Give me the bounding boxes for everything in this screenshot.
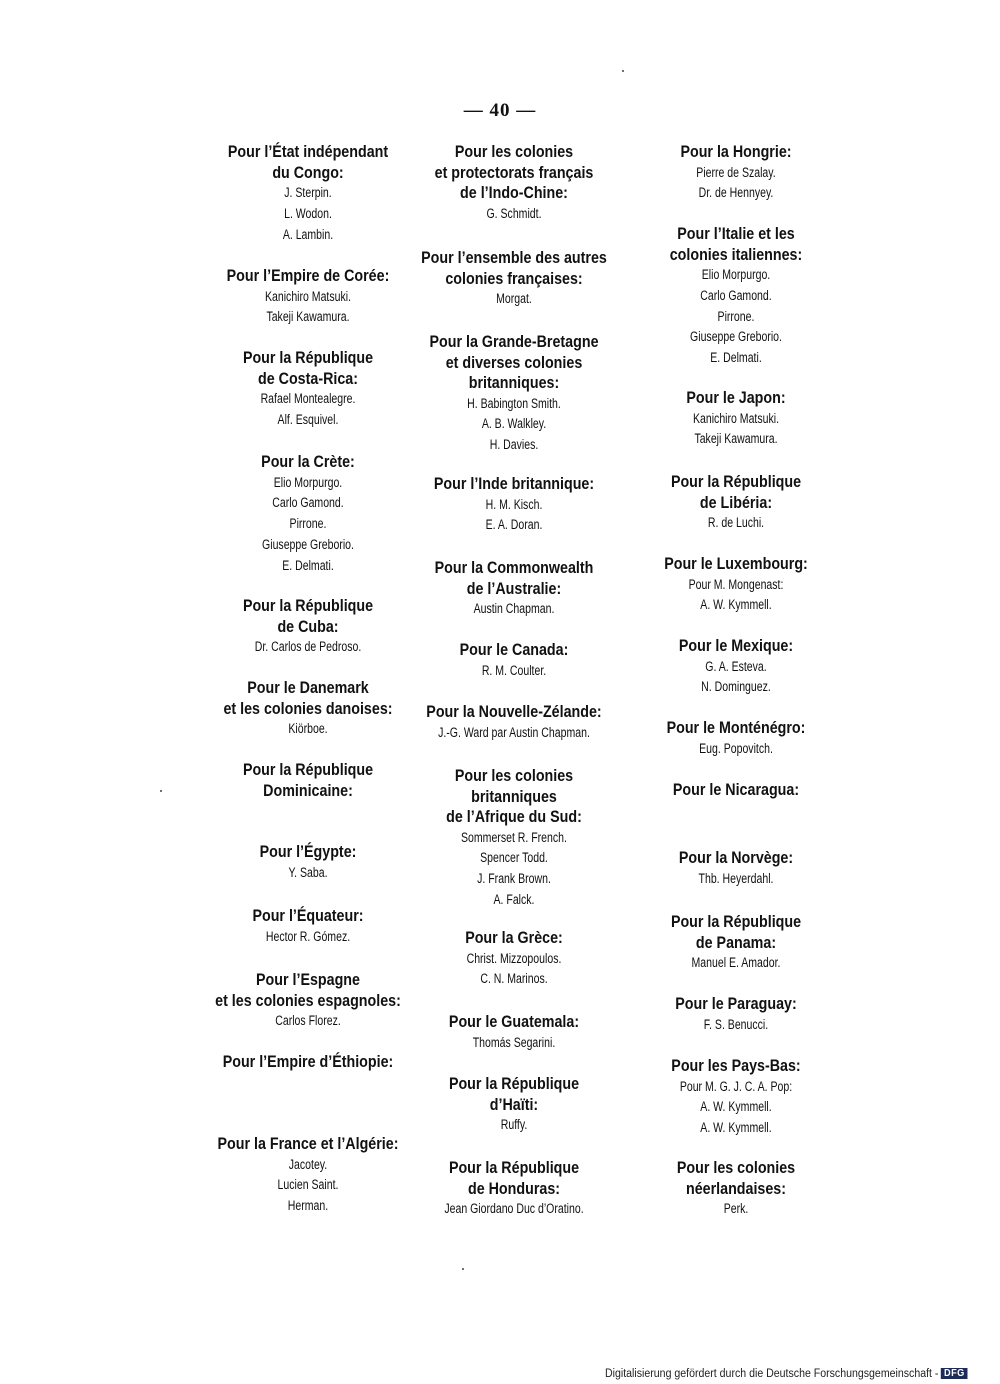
- signer-list: [424, 394, 605, 456]
- signer-name: A. Falck.: [493, 891, 535, 907]
- signer-name: Takeji Kawamura.: [694, 431, 778, 447]
- signer-list: [214, 719, 401, 740]
- signatory-entry: [188, 1052, 428, 1073]
- signatory-entry: [636, 780, 836, 801]
- country-heading: [417, 332, 612, 394]
- heading-line: Pour les colonies: [454, 142, 574, 161]
- signer-name: J.-G. Ward par Austin Chapman.: [438, 724, 590, 740]
- heading-line: de Panama:: [695, 932, 777, 952]
- heading-line: britanniques: [471, 786, 557, 806]
- country-heading: [417, 928, 612, 949]
- signatory-entry: [398, 640, 630, 681]
- heading-line: Pour les colonies: [676, 1158, 796, 1177]
- heading-line: de Costa-Rica:: [258, 368, 358, 388]
- signer-name: Giuseppe Greborio.: [690, 329, 782, 345]
- heading-line: Pour la République: [242, 596, 374, 615]
- signer-list: [424, 661, 605, 682]
- signer-name: Carlo Gamond.: [700, 287, 772, 303]
- signer-list: [658, 575, 814, 617]
- signer-name: G. Schmidt.: [486, 205, 542, 221]
- signer-list: [658, 1199, 814, 1220]
- heading-line: colonies françaises:: [445, 268, 583, 288]
- signatory-entry: [188, 348, 428, 431]
- signer-list: [424, 495, 605, 537]
- signer-name: Rafael Montealegre.: [260, 391, 356, 406]
- signer-list: [424, 599, 605, 620]
- signer-list: [214, 637, 401, 658]
- heading-line: Pour la République: [448, 1074, 580, 1093]
- signatory-entry: [398, 928, 630, 990]
- signer-list: [214, 1011, 401, 1032]
- heading-line: Pour l’Inde britannique:: [433, 474, 595, 493]
- country-heading: [652, 636, 820, 657]
- signer-list: [658, 163, 814, 205]
- country-heading: [417, 1074, 612, 1115]
- signer-list: [658, 869, 814, 890]
- signer-name: Alf. Esquivel.: [277, 411, 339, 427]
- signatory-entry: [398, 1074, 630, 1136]
- heading-line: Pour les Pays-Bas:: [671, 1056, 801, 1075]
- heading-line: de Libéria:: [699, 492, 773, 512]
- signatory-entry: [636, 388, 836, 450]
- signer-list: [424, 949, 605, 991]
- signatory-entry: [636, 636, 836, 698]
- scan-speck: [160, 790, 162, 792]
- signer-name: R. M. Coulter.: [481, 662, 547, 678]
- signatory-entry: [398, 332, 630, 456]
- country-heading: [207, 452, 409, 473]
- heading-line: Pour la France et l’Algérie:: [217, 1134, 399, 1153]
- signer-name: H. Babington Smith.: [467, 395, 561, 411]
- signer-list: [424, 828, 605, 911]
- heading-line: Pour le Danemark: [247, 678, 369, 697]
- heading-line: Pour le Nicaragua:: [672, 780, 800, 799]
- heading-line: Pour la Nouvelle-Zélande:: [426, 702, 602, 721]
- signer-name: A. B. Walkley.: [481, 416, 547, 432]
- heading-line: de Honduras:: [467, 1178, 561, 1198]
- signer-name: Pour M. G. J. C. A. Pop:: [679, 1078, 793, 1094]
- country-heading: [417, 702, 612, 723]
- signer-name: Elio Morpurgo.: [273, 474, 343, 490]
- scan-speck: [462, 1268, 464, 1270]
- heading-line: Pour l’Empire d’Éthiopie:: [222, 1052, 394, 1071]
- signer-list: [658, 1015, 814, 1036]
- signer-name: Carlos Florez.: [275, 1013, 341, 1028]
- country-heading: [207, 142, 409, 183]
- scan-speck: [622, 70, 624, 72]
- signatory-entry: [636, 912, 836, 974]
- signer-name: Kanichiro Matsuki.: [264, 288, 352, 304]
- heading-line: et diverses colonies: [445, 352, 583, 372]
- country-heading: [652, 554, 820, 575]
- heading-line: Pour la République: [670, 472, 802, 491]
- country-heading: [417, 1012, 612, 1033]
- heading-line: Pour l’ensemble des autres: [421, 248, 607, 267]
- signatory-entry: [636, 848, 836, 889]
- signer-name: E. Delmati.: [282, 557, 334, 573]
- signatory-entry: [188, 266, 428, 328]
- heading-line: Pour l’Espagne: [256, 970, 360, 989]
- signer-name: Giuseppe Greborio.: [262, 536, 354, 552]
- heading-line: Pour la République: [242, 760, 374, 779]
- signer-name: Carlo Gamond.: [272, 495, 344, 511]
- signer-name: Pierre de Szalay.: [696, 164, 776, 180]
- signer-name: Pour M. Mongenast:: [688, 576, 784, 592]
- signer-list: [658, 265, 814, 369]
- country-heading: [417, 1158, 612, 1199]
- signer-list: [214, 287, 401, 329]
- signer-list: [658, 1077, 814, 1139]
- signatory-entry: [398, 558, 630, 620]
- heading-line: d’Haïti:: [489, 1094, 539, 1114]
- signer-name: Jean Giordano Duc d’Oratino.: [444, 1201, 584, 1216]
- signer-name: Austin Chapman.: [473, 601, 555, 616]
- heading-line: et les colonies espagnoles:: [215, 990, 401, 1010]
- signer-name: Manuel E. Amador.: [691, 955, 781, 970]
- signatory-entry: [188, 452, 428, 576]
- signer-name: Kiörboe.: [288, 721, 328, 736]
- signer-list: [214, 473, 401, 577]
- signatory-entry: [188, 970, 428, 1032]
- signer-name: Dr. de Hennyey.: [698, 185, 774, 201]
- country-heading: [207, 970, 409, 1011]
- signer-name: Lucien Saint.: [277, 1177, 339, 1193]
- country-heading: [207, 596, 409, 637]
- signer-name: Perk.: [723, 1201, 749, 1216]
- signer-name: Thomás Segarini.: [472, 1034, 556, 1050]
- signatory-entry: [188, 842, 428, 883]
- heading-line: Pour le Paraguay:: [675, 994, 797, 1013]
- country-heading: [417, 766, 612, 828]
- country-heading: [207, 678, 409, 719]
- signatory-entry: [398, 702, 630, 743]
- heading-line: Pour l’Italie et les: [677, 224, 795, 243]
- signer-name: G. A. Esteva.: [705, 658, 767, 674]
- signer-name: Ruffy.: [500, 1117, 528, 1132]
- signer-name: Thb. Heyerdahl.: [698, 870, 774, 886]
- country-heading: [417, 474, 612, 495]
- signer-name: L. Wodon.: [284, 205, 332, 221]
- heading-line: Pour la République: [448, 1158, 580, 1177]
- signer-list: [424, 204, 605, 225]
- heading-line: colonies italiennes:: [669, 244, 803, 264]
- country-heading: [652, 388, 820, 409]
- signer-name: Takeji Kawamura.: [266, 309, 350, 325]
- heading-line: de l’Indo-Chine:: [460, 183, 568, 202]
- signer-name: A. Lambin.: [282, 226, 334, 242]
- signatory-entry: [636, 994, 836, 1035]
- signer-name: Morgat.: [496, 291, 532, 306]
- signer-list: [424, 723, 605, 744]
- heading-line: et les colonies danoises:: [223, 698, 393, 718]
- heading-line: de l’Afrique du Sud:: [446, 807, 582, 826]
- signer-list: [424, 1033, 605, 1054]
- signer-name: Spencer Todd.: [480, 850, 548, 866]
- country-heading: [652, 912, 820, 953]
- signer-name: Christ. Mizzopoulos.: [466, 950, 562, 966]
- heading-line: Pour la Crète:: [261, 452, 355, 471]
- heading-line: de l’Australie:: [466, 578, 562, 598]
- signer-name: Sommerset R. French.: [461, 829, 567, 845]
- country-heading: [652, 780, 820, 801]
- signatory-entry: [636, 554, 836, 616]
- signer-name: H. M. Kisch.: [485, 496, 543, 512]
- country-heading: [417, 558, 612, 599]
- footer-attribution: [605, 1368, 968, 1384]
- signer-list: [214, 183, 401, 245]
- country-heading: [417, 640, 612, 661]
- signer-name: Pirrone.: [717, 308, 755, 324]
- heading-line: de Cuba:: [277, 616, 339, 636]
- country-heading: [207, 760, 409, 801]
- signer-name: J. Frank Brown.: [477, 871, 551, 887]
- signer-name: A. W. Kymmell.: [700, 597, 772, 613]
- heading-line: Pour le Japon:: [686, 388, 786, 407]
- country-heading: [652, 718, 820, 739]
- signer-name: E. A. Doran.: [485, 517, 543, 533]
- signatory-entry: [636, 224, 836, 369]
- signer-name: N. Dominguez.: [701, 679, 771, 695]
- signatory-entry: [188, 906, 428, 947]
- signer-name: J. Sterpin.: [284, 185, 332, 200]
- heading-line: Pour l’État indépendant: [227, 142, 389, 161]
- signer-list: [658, 953, 814, 974]
- signer-list: [214, 1155, 401, 1217]
- signatory-entry: [188, 678, 428, 740]
- signer-name: H. Davies.: [489, 437, 539, 453]
- signer-name: R. de Luchi.: [707, 515, 765, 530]
- country-heading: [652, 994, 820, 1015]
- signatory-entry: [398, 474, 630, 536]
- country-heading: [652, 224, 820, 265]
- signer-name: Jacotey.: [288, 1156, 328, 1172]
- heading-line: britanniques:: [468, 373, 560, 392]
- country-heading: [652, 1158, 820, 1199]
- signer-name: Herman.: [287, 1198, 329, 1214]
- signatory-entry: [398, 1012, 630, 1053]
- signatory-entry: [636, 472, 836, 534]
- signer-list: [214, 389, 401, 431]
- heading-line: Pour les colonies: [454, 766, 574, 785]
- heading-line: Pour l’Empire de Corée:: [226, 266, 390, 285]
- heading-line: Pour la Grèce:: [465, 928, 563, 947]
- heading-line: du Congo:: [272, 162, 344, 182]
- country-heading: [207, 1134, 409, 1155]
- signer-name: Kanichiro Matsuki.: [692, 410, 780, 426]
- signatory-entry: [636, 1158, 836, 1220]
- country-heading: [652, 142, 820, 163]
- heading-line: Pour la Norvège:: [678, 848, 794, 867]
- signer-list: [424, 1199, 605, 1220]
- country-heading: [417, 142, 612, 204]
- signatory-entry: [398, 1158, 630, 1220]
- heading-line: Pour le Canada:: [459, 640, 569, 659]
- signer-name: F. S. Benucci.: [703, 1016, 769, 1032]
- heading-line: néerlandaises:: [685, 1178, 787, 1198]
- heading-line: Pour la République: [670, 912, 802, 931]
- signer-name: E. Delmati.: [710, 350, 762, 366]
- signer-name: A. W. Kymmell.: [700, 1120, 772, 1136]
- country-heading: [652, 848, 820, 869]
- signatory-entry: [398, 766, 630, 911]
- heading-line: Pour le Mexique:: [678, 636, 794, 655]
- signer-name: Dr. Carlos de Pedroso.: [254, 639, 362, 654]
- country-heading: [417, 248, 612, 289]
- signer-list: [658, 657, 814, 699]
- signer-name: Y. Saba.: [288, 864, 328, 880]
- country-heading: [652, 1056, 820, 1077]
- heading-line: Pour le Guatemala:: [448, 1012, 580, 1031]
- signer-list: [424, 289, 605, 310]
- signer-name: A. W. Kymmell.: [700, 1099, 772, 1115]
- heading-line: Pour la Hongrie:: [680, 142, 792, 161]
- footer-text: Digitalisierung gefördert durch die Deutsche Forschungsgemeinschaft -: [605, 1368, 939, 1380]
- page-number: — 40 —: [463, 100, 537, 121]
- signer-name: Elio Morpurgo.: [701, 267, 771, 282]
- signer-name: C. N. Marinos.: [480, 971, 548, 987]
- signatory-entry: [398, 142, 630, 224]
- signer-name: Hector R. Gómez.: [265, 928, 351, 944]
- dfg-logo: DFG: [941, 1368, 967, 1379]
- country-heading: [207, 842, 409, 863]
- signer-list: [214, 927, 401, 948]
- signer-list: [658, 409, 814, 451]
- country-heading: [207, 266, 409, 287]
- signer-list: [424, 1115, 605, 1136]
- country-heading: [207, 348, 409, 389]
- signatory-entry: [188, 596, 428, 658]
- heading-line: Pour le Luxembourg:: [664, 554, 808, 573]
- country-heading: [207, 906, 409, 927]
- heading-line: et protectorats français: [434, 162, 594, 182]
- heading-line: Pour la Grande-Bretagne: [429, 332, 599, 351]
- heading-line: Pour l’Égypte:: [259, 842, 357, 861]
- signatory-entry: [636, 1056, 836, 1139]
- heading-line: Pour la Commonwealth: [434, 558, 594, 577]
- country-heading: [207, 1052, 409, 1073]
- signer-list: [658, 513, 814, 534]
- signer-list: [658, 739, 814, 760]
- signatory-entry: [636, 142, 836, 204]
- country-heading: [652, 472, 820, 513]
- signatory-entry: [636, 718, 836, 759]
- signatory-entry: [188, 1134, 428, 1217]
- signatory-entry: [188, 142, 428, 245]
- signer-name: Pirrone.: [289, 516, 327, 532]
- heading-line: Dominicaine:: [263, 780, 353, 800]
- heading-line: Pour le Monténégro:: [666, 718, 806, 737]
- signatory-entry: [188, 760, 428, 801]
- signer-list: [214, 863, 401, 884]
- heading-line: Pour l’Équateur:: [252, 906, 364, 925]
- signatory-entry: [398, 248, 630, 310]
- signer-name: Eug. Popovitch.: [699, 740, 773, 756]
- heading-line: Pour la République: [242, 348, 374, 367]
